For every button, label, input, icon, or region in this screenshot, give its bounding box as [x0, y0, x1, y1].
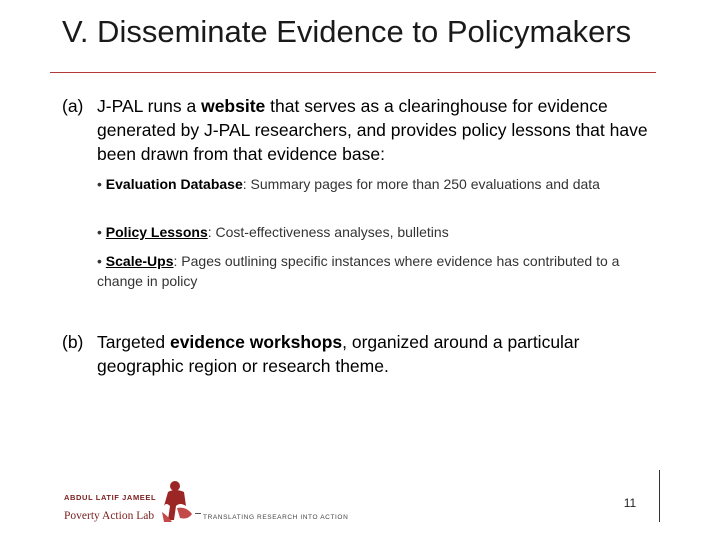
logo-figure-icon [162, 481, 192, 522]
bullet-evaluation-database [97, 174, 657, 194]
page-number: 11 [623, 496, 637, 510]
slide-title: V. Disseminate Evidence to Policymakers [62, 14, 632, 49]
bullet-term: Policy Lessons [105, 224, 208, 240]
paragraph-b-body [97, 330, 662, 378]
bullet-marker: • [97, 176, 106, 192]
paragraph-a-body [97, 94, 662, 166]
paragraph-b-marker: (b) [62, 332, 84, 352]
paragraph-a [62, 94, 662, 166]
jpal-logo [64, 476, 364, 526]
bullet-policy-lessons [97, 222, 657, 242]
bullet-scale-ups [97, 251, 657, 291]
paragraph-b-text-2: , organized around a particular geographic region or research theme. [97, 332, 580, 376]
bullet-marker: • [97, 253, 106, 269]
bullet-term: Evaluation Database [105, 176, 243, 192]
bullet-text: : Cost-effectiveness analyses, bulletins [207, 224, 449, 240]
logo-line-1: ABDUL LATIF JAMEEL [64, 493, 157, 502]
bullet-term: Scale-Ups [105, 253, 174, 269]
paragraph-a-bold: website [201, 96, 266, 116]
bullet-marker: • [97, 224, 106, 240]
paragraph-b-text-1: Targeted [97, 332, 170, 352]
paragraph-a-text-2: that serves as a clearinghouse for evidence generated by J-PAL researchers, and provides policy lessons that have been drawn from that evidence base: [97, 96, 648, 164]
paragraph-a-marker: (a) [62, 96, 84, 116]
title-divider [50, 72, 656, 73]
logo-line-2: Poverty Action Lab [64, 510, 155, 522]
logo-tagline: TRANSLATING RESEARCH INTO ACTION [203, 514, 349, 521]
bullet-text: : Pages outlining specific instances where evidence has contributed to a change in policy [97, 253, 620, 289]
paragraph-a-text-1: J-PAL runs a [97, 96, 202, 116]
bullet-text: : Summary pages for more than 250 evaluations and data [242, 176, 600, 192]
paragraph-b-bold: evidence workshops [169, 332, 343, 352]
paragraph-b [62, 330, 662, 378]
